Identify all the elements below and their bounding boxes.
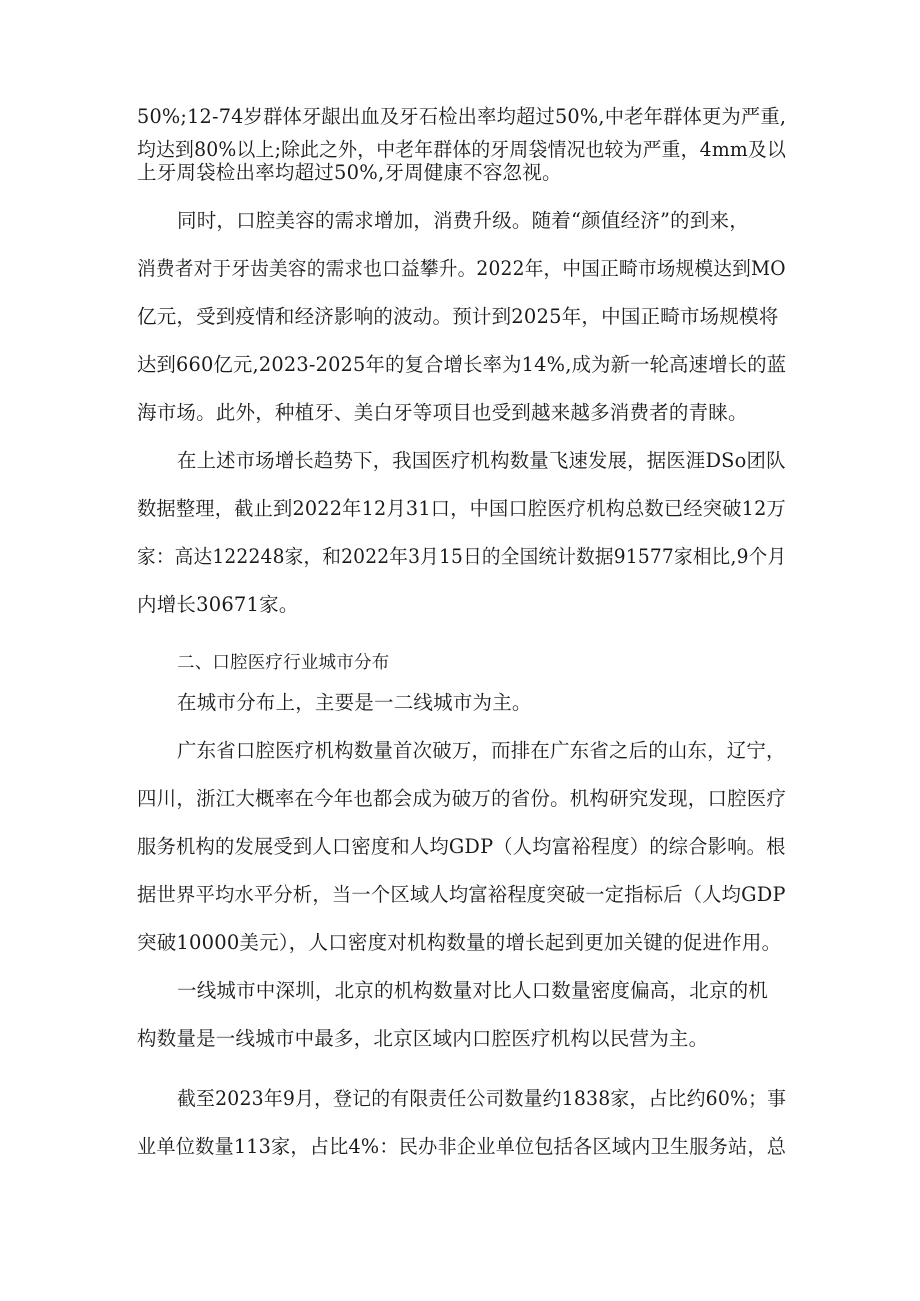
- text-line: 数据整理，截止到2022年12月31口，中国口腔医疗机构总数已经突破12万: [137, 497, 786, 520]
- text-line: 广东省口腔医疗机构数量首次破万，而排在广东省之后的山东，辽宁，: [177, 739, 786, 762]
- text-line: 四川，浙江大概率在今年也都会成为破万的省份。机构研究发现，口腔医疗: [137, 787, 787, 810]
- text-line: 在上述市场增长趋势下，我国医疗机构数量飞速发展，据医涯DSo团队: [177, 449, 786, 472]
- text-line: 突破10000美元），人口密度对机构数量的增长起到更加关键的促进作用。: [137, 931, 782, 954]
- text-line: 内增长30671家。: [137, 593, 299, 616]
- text-line: 亿元，受到疫情和经济影响的波动。预计到2025年，中国正畸市场规模将: [137, 305, 779, 328]
- text-line: 构数量是一线城市中最多，北京区域内口腔医疗机构以民营为主。: [137, 1027, 709, 1050]
- text-line: 50%;12-74岁群体牙龈出血及牙石检出率均超过50%,中老年群体更为严重,: [137, 105, 787, 128]
- text-line: 业单位数量113家，占比4%：民办非企业单位包括各区域内卫生服务站，总: [137, 1135, 787, 1158]
- text-line: 家：高达122248家，和2022年3月15日的全国统计数据91577家相比,9个月: [137, 545, 787, 568]
- text-line: 海市场。此外，种植牙、美白牙等项目也受到越来越多消费者的青睐。: [137, 401, 748, 424]
- text-line: 达到660亿元,2023-2025年的复合增长率为14%,成为新一轮高速增长的蓝: [137, 353, 787, 376]
- text-line: 据世界平均水平分析，当一个区域人均富裕程度突破一定指标后（人均GDP: [137, 883, 786, 906]
- text-line: 消费者对于牙齿美容的需求也口益攀升。2022年，中国正畸市场规模达到MO: [137, 257, 786, 280]
- text-line: 均达到80%以上;除此之外，中老年群体的牙周袋情况也较为严重，4mm及以: [137, 138, 787, 161]
- section-title: 二、口腔医疗行业城市分布: [177, 653, 390, 673]
- text-line: 同时，口腔美容的需求增加，消费升级。随着“颜值经济”的到来，: [177, 209, 749, 232]
- text-line: 一线城市中深圳，北京的机构数量对比人口数量密度偏高，北京的机: [177, 979, 769, 1002]
- text-line: 在城市分布上，主要是一二线城市为主。: [177, 691, 532, 714]
- text-line: 上牙周袋检出率均超过50%,牙周健康不容忽视。: [137, 161, 562, 184]
- text-line: 截至2023年9月，登记的有限责任公司数量约1838家，占比约60%；事: [177, 1087, 787, 1110]
- text-line: 服务机构的发展受到人口密度和人均GDP（人均富裕程度）的综合影响。根: [137, 835, 786, 858]
